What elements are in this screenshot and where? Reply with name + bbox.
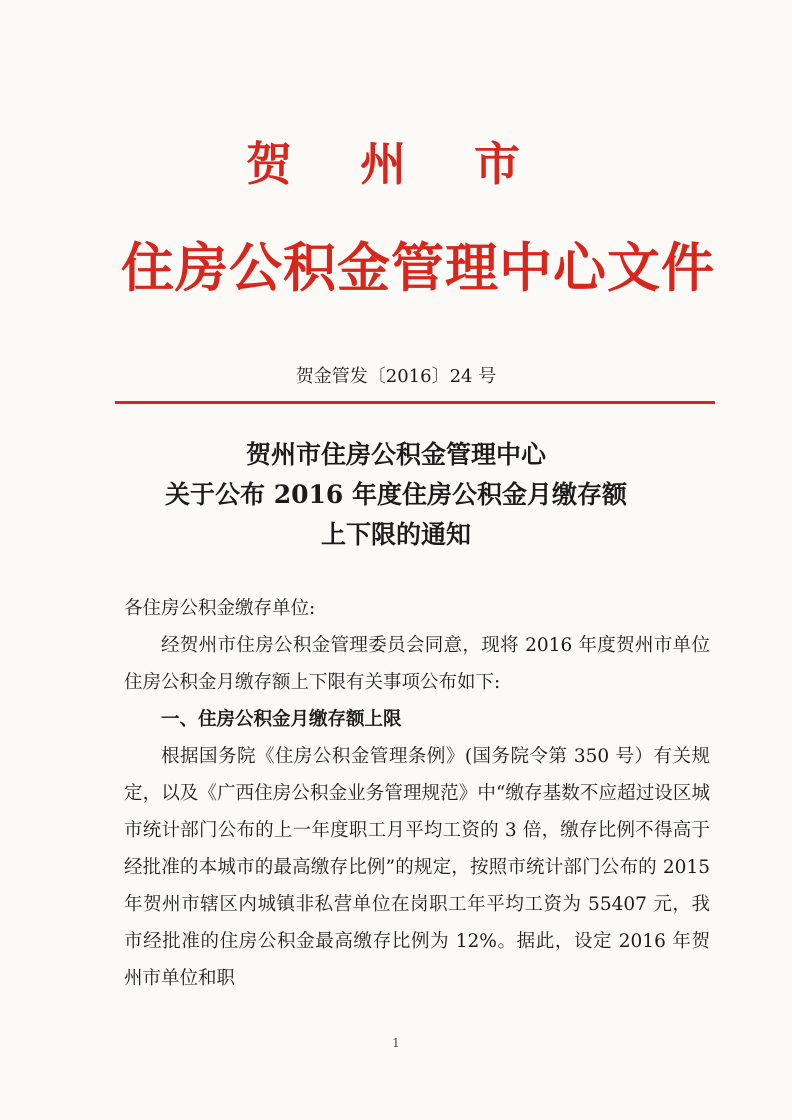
section-1-heading: 一、住房公积金月缴存额上限 bbox=[161, 709, 402, 730]
title-line-3: 上下限的通知 bbox=[320, 520, 471, 549]
salutation: 各住房公积金缴存单位: bbox=[124, 598, 316, 619]
document-title bbox=[0, 435, 792, 555]
issuing-organization: 住房公积金管理中心文件 bbox=[121, 238, 715, 299]
red-divider bbox=[115, 401, 715, 404]
title-line-1: 贺州市住房公积金管理中心 bbox=[245, 440, 546, 469]
title-line-2: 关于公布 2016 年度住房公积金月缴存额 bbox=[165, 480, 627, 509]
section-1-paragraph: 根据国务院《住房公积金管理条例》(国务院令第 350 号）有关规定，以及《广西住房公积金业务管理规范》中“缴存基数不应超过设区城市统计部门公布的上一年度职工月平均工资的 3 倍，缴存比例不得高于经批准的本城市的最高缴存比例”的规定，按照市统计部门公布的 2015 年贺州市辖区内城镇非私营单位在岗职工年平均工资为 55407 元，我市经批准的住房公积金最高缴存比例为 12%。据此，设定 2016 年贺州市单位和职 bbox=[124, 746, 710, 989]
intro-paragraph: 经贺州市住房公积金管理委员会同意，现将 2016 年度贺州市单位住房公积金月缴存额上下限有关事项公布如下: bbox=[124, 635, 710, 693]
document-body bbox=[124, 590, 710, 997]
document-number: 贺金管发〔2016〕24 号 bbox=[295, 366, 497, 387]
page-number: 1 bbox=[392, 1036, 400, 1050]
issuing-city: 贺 州 市 bbox=[245, 137, 547, 191]
